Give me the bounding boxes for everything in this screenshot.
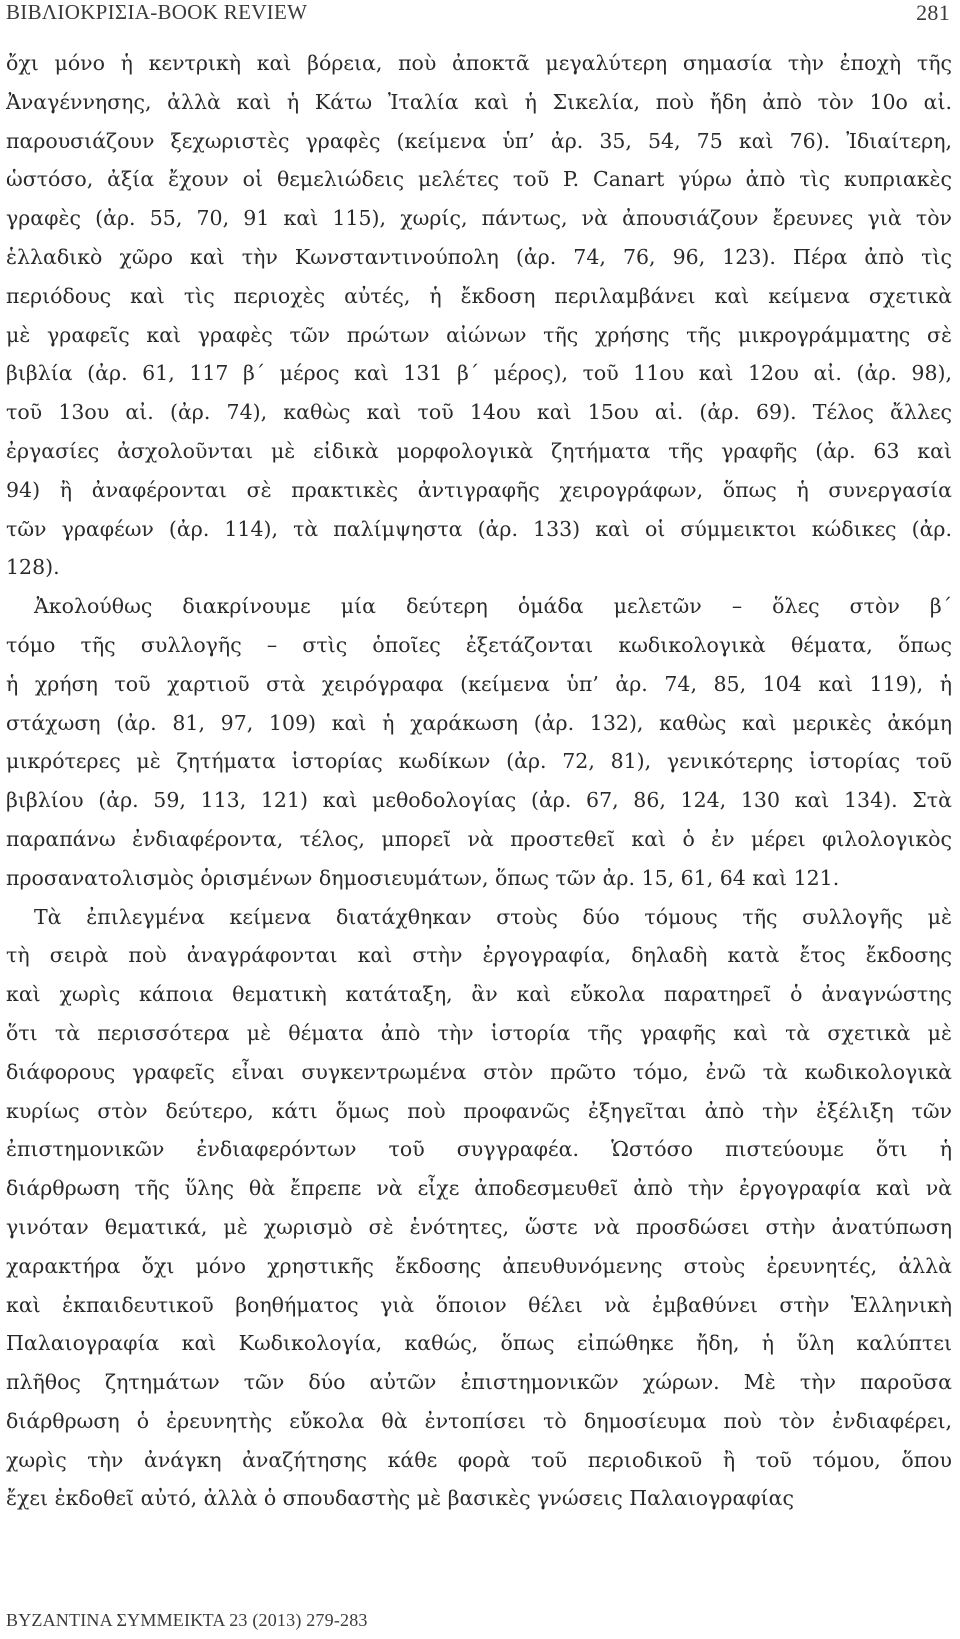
text-line: τοῦ 13ου αἰ. (ἀρ. 74), καθὼς καὶ τοῦ 14ου καὶ 15ου αἰ. (ἀρ. 69). Τέλος ἄλλες xyxy=(6,400,952,425)
text-line: περιόδους καὶ τὶς περιοχὲς αὐτές, ἡ ἔκδοση περιλαμβάνει καὶ κείμενα σχετικὰ xyxy=(6,283,952,308)
text-line: διάρθρωση ὁ ἐρευνητὴς εὔκολα θὰ ἐντοπίσει τὸ δημοσίευμα ποὺ τὸν ἐνδιαφέρει, xyxy=(6,1408,952,1433)
text-line: τὴ σειρὰ ποὺ ἀναγράφονται καὶ στὴν ἐργογραφία, δηλαδὴ κατὰ ἔτος ἔκδοσης xyxy=(6,943,952,968)
text-line: ὅτι τὰ περισσότερα μὲ θέματα ἀπὸ τὴν ἱστορία τῆς γραφῆς καὶ τὰ σχετικὰ μὲ xyxy=(6,1020,952,1045)
paragraph xyxy=(6,44,952,587)
text-line: κυρίως στὸν δεύτερο, κάτι ὅμως ποὺ προφανῶς ἐξηγεῖται ἀπὸ τὴν ἐξέλιξη τῶν xyxy=(6,1098,952,1123)
text-line: ἡ χρήση τοῦ χαρτιοῦ στὰ χειρόγραφα (κείμενα ὑπ’ ἀρ. 74, 85, 104 καὶ 119), ἡ xyxy=(6,671,952,696)
paragraph xyxy=(6,898,952,1519)
text-line: Παλαιογραφία καὶ Κωδικολογία, καθώς, ὅπως εἰπώθηκε ἤδη, ἡ ὕλη καλύπτει xyxy=(6,1331,952,1356)
text-line: ὡστόσο, ἀξία ἔχουν οἱ θεμελιώδεις μελέτες τοῦ P. Canart γύρω ἀπὸ τὶς κυπριακὲς xyxy=(6,167,952,192)
text-line: καὶ ἐκπαιδευτικοῦ βοηθήματος γιὰ ὅποιον θέλει νὰ ἐμβαθύνει στὴν Ἑλληνικὴ xyxy=(6,1292,952,1317)
text-line: 128). xyxy=(6,555,60,580)
text-line: Ἀκολούθως διακρίνουμε μία δεύτερη ὁμάδα μελετῶν – ὅλες στὸν β΄ xyxy=(34,594,952,619)
page-number: 281 xyxy=(916,0,950,25)
text-line: πλῆθος ζητημάτων τῶν δύο αὐτῶν ἐπιστημονικῶν χώρων. Μὲ τὴν παροῦσα xyxy=(6,1370,952,1395)
text-line: ἐπιστημονικῶν ἐνδιαφερόντων τοῦ συγγραφέα. Ὡστόσο πιστεύουμε ὅτι ἡ xyxy=(6,1137,952,1162)
paragraph xyxy=(6,587,952,897)
text-line: γραφὲς (ἀρ. 55, 70, 91 καὶ 115), χωρίς, πάντως, νὰ ἀπουσιάζουν ἔρευνες γιὰ τὸν xyxy=(6,206,952,231)
body-text xyxy=(6,44,952,1518)
text-line: γινόταν θεματικά, μὲ χωρισμὸ σὲ ἑνότητες, ὥστε νὰ προσδώσει στὴν ἀνατύπωση xyxy=(6,1214,952,1239)
text-line: παραπάνω ἐνδιαφέροντα, τέλος, μπορεῖ νὰ προστεθεῖ καὶ ὁ ἐν μέρει φιλολογικὸς xyxy=(6,826,952,851)
text-line: μὲ γραφεῖς καὶ γραφὲς τῶν πρώτων αἰώνων τῆς χρήσης τῆς μικρογράμματης σὲ xyxy=(6,322,952,347)
text-line: χαρακτήρα ὄχι μόνο χρηστικῆς ἔκδοσης ἀπευθυνόμενης στοὺς ἐρευνητές, ἀλλὰ xyxy=(6,1253,952,1278)
journal-footer: ΒΥΖΑΝΤΙΝΑ ΣΥΜΜΕΙΚΤΑ 23 (2013) 279-283 xyxy=(6,1610,368,1630)
text-line: ἔχει ἐκδοθεῖ αὐτό, ἀλλὰ ὁ σπουδαστὴς μὲ βασικὲς γνώσεις Παλαιογραφίας xyxy=(6,1486,795,1511)
text-line: καὶ χωρὶς κάποια θεματικὴ κατάταξη, ἂν καὶ εὔκολα παρατηρεῖ ὁ ἀναγνώστης xyxy=(6,982,952,1007)
text-line: Τὰ ἐπιλεγμένα κείμενα διατάχθηκαν στοὺς δύο τόμους τῆς συλλογῆς μὲ xyxy=(34,904,952,929)
text-line: μικρότερες μὲ ζητήματα ἱστορίας κωδίκων (ἀρ. 72, 81), γενικότερης ἱστορίας τοῦ xyxy=(6,749,952,774)
text-line: Ἀναγέννησης, ἀλλὰ καὶ ἡ Κάτω Ἰταλία καὶ ἡ Σικελία, ποὺ ἤδη ἀπὸ τὸν 10ο αἰ. xyxy=(6,89,952,114)
text-line: διάφορους γραφεῖς εἶναι συγκεντρωμένα στὸν πρῶτο τόμο, ἐνῶ τὰ κωδικολογικὰ xyxy=(6,1059,952,1084)
running-header xyxy=(6,0,950,30)
text-line: 94) ἢ ἀναφέρονται σὲ πρακτικὲς ἀντιγραφῆς χειρογράφων, ὅπως ἡ συνεργασία xyxy=(6,477,952,502)
text-line: βιβλίου (ἀρ. 59, 113, 121) καὶ μεθοδολογίας (ἀρ. 67, 86, 124, 130 καὶ 134). Στὰ xyxy=(6,788,952,813)
text-line: παρουσιάζουν ξεχωριστὲς γραφὲς (κείμενα ὑπ’ ἀρ. 35, 54, 75 καὶ 76). Ἰδιαίτερη, xyxy=(6,128,952,153)
text-line: στάχωση (ἀρ. 81, 97, 109) καὶ ἡ χαράκωση (ἀρ. 132), καθὼς καὶ μερικὲς ἀκόμη xyxy=(6,710,952,735)
text-line: τῶν γραφέων (ἀρ. 114), τὰ παλίμψηστα (ἀρ. 133) καὶ οἱ σύμμεικτοι κώδικες (ἀρ. xyxy=(6,516,952,541)
text-line: τόμο τῆς συλλογῆς – στὶς ὁποῖες ἐξετάζονται κωδικολογικὰ θέματα, ὅπως xyxy=(6,632,952,657)
text-line: διάρθρωση τῆς ὕλης θὰ ἔπρεπε νὰ εἶχε ἀποδεσμευθεῖ ἀπὸ τὴν ἐργογραφία καὶ νὰ xyxy=(6,1176,952,1201)
text-line: ὄχι μόνο ἡ κεντρικὴ καὶ βόρεια, ποὺ ἀποκτᾶ μεγαλύτερη σημασία τὴν ἐποχὴ τῆς xyxy=(6,51,952,75)
text-line: χωρὶς τὴν ἀνάγκη ἀναζήτησης κάθε φορὰ τοῦ περιοδικοῦ ἢ τοῦ τόμου, ὅπου xyxy=(6,1447,952,1472)
text-line: ἐργασίες ἀσχολοῦνται μὲ εἰδικὰ μορφολογικὰ ζητήματα τῆς γραφῆς (ἀρ. 63 καὶ xyxy=(6,438,952,463)
running-title: ΒΙΒΛΙΟΚΡΙΣΙΑ-BOOK REVIEW xyxy=(6,0,308,24)
text-line: βιβλία (ἀρ. 61, 117 β΄ μέρος καὶ 131 β΄ μέρος), τοῦ 11ου καὶ 12ου αἰ. (ἀρ. 98), xyxy=(6,361,952,386)
text-line: ἑλλαδικὸ χῶρο καὶ τὴν Κωνσταντινούπολη (ἀρ. 74, 76, 96, 123). Πέρα ἀπὸ τὶς xyxy=(6,244,952,269)
text-line: προσανατολισμὸς ὁρισμένων δημοσιευμάτων, ὅπως τῶν ἀρ. 15, 61, 64 καὶ 121. xyxy=(6,865,840,890)
